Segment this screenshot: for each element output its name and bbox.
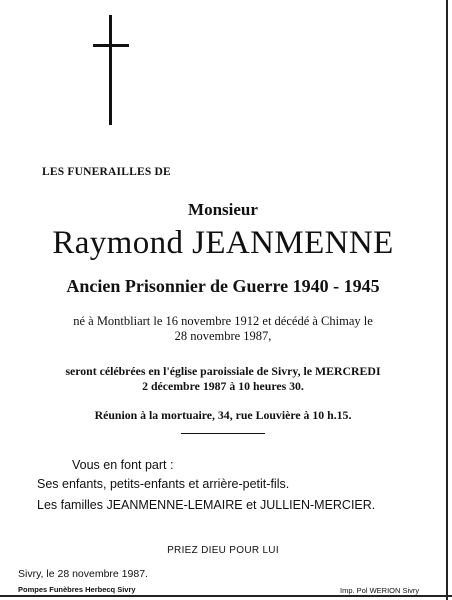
cross-horizontal-bar [93, 44, 129, 47]
prayer-line: PRIEZ DIEU POUR LUI [167, 545, 279, 556]
family-notice: Vous en font part : [72, 458, 174, 472]
scan-border-bottom [0, 595, 452, 597]
printer-credit: Imp. Pol WERION Sivry [340, 586, 420, 595]
service-line-2: 2 décembre 1987 à 10 heures 30. [142, 379, 304, 393]
deceased-title: Ancien Prisonnier de Guerre 1940 - 1945 [66, 276, 380, 296]
scan-border-right [446, 0, 448, 600]
cross-vertical-bar [109, 15, 112, 125]
honorific: Monsieur [188, 200, 258, 219]
gathering-info: Réunion à la mortuaire, 34, rue Louvière à 10 h.15. [94, 408, 352, 422]
divider [181, 433, 265, 434]
deceased-name: Raymond JEANMENNE [52, 225, 394, 261]
family-line-2: Les familles JEANMENNE-LEMAIRE et JULLIEN-MERCIER. [37, 498, 376, 512]
family-line-1: Ses enfants, petits-enfants et arrière-petit-fils. [37, 477, 290, 491]
service-line-1: seront célébrées en l'église paroissiale de Sivry, le MERCREDI [65, 364, 381, 378]
birth-death-line-2: 28 novembre 1987, [174, 329, 272, 343]
birth-death-line-1: né à Montbliart le 16 novembre 1912 et décédé à Chimay le [73, 314, 373, 328]
intro-heading: LES FUNERAILLES DE [42, 166, 171, 178]
place-date: Sivry, le 28 novembre 1987. [18, 568, 148, 580]
funeral-home: Pompes Funèbres Herbecq Sivry [18, 585, 136, 594]
